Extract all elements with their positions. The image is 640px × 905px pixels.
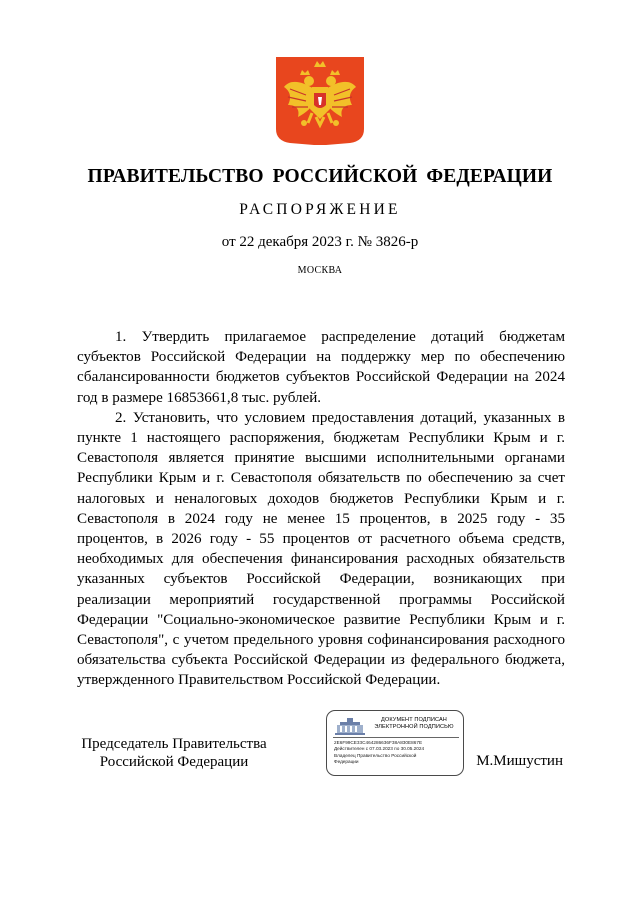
stamp-details: [334, 740, 462, 765]
paragraph-2: 2. Установить, что условием предоставления дотаций, указанных в пункте 1 настоящего распоряжения, бюджетам Республики Крым и г. Севастополя является принятие высшими исполнительными органами Республики Крым и г. Севастополя обязательств по обеспечению за счет налоговых и неналоговых доходов бюджетов Республики Крым и г. Севастополя в 2024 году не менее 15 процентов, в 2025 году - 35 процентов, в 2026 году - 55 процентов от расчетного объема средств, необходимых для обеспечения финансирования расходных обязательств указанных субъектов Российской Федерации, возникающих при реализации мероприятий государственной программы Российской Федерации "Социально-экономическое развитие Республики Крым и г. Севастополя", с учетом предельного уровня софинансирования расходного обязательства субъекта Российской Федерации из федерального бюджета, утвержденного Правительством Российской Федерации.: [77, 409, 565, 689]
signer-title-line-1: Председатель Правительства: [81, 736, 267, 752]
document-type: РАСПОРЯЖЕНИЕ: [239, 201, 401, 218]
stamp-validity: Действителен с 07.03.2023 по 30.05.2024: [334, 746, 425, 752]
stamp-heading-line-1: ДОКУМЕНТ ПОДПИСАН: [381, 717, 447, 723]
document-city: МОСКВА: [297, 265, 343, 276]
government-title: ПРАВИТЕЛЬСТВО РОССИЙСКОЙ ФЕДЕРАЦИИ: [87, 166, 553, 187]
document-date-number: от 22 декабря 2023 г. № 3826-р: [221, 234, 419, 250]
signer-name: М.Мишустин: [476, 753, 563, 769]
stamp-divider: [333, 737, 459, 738]
stamp-owner-line-1: Владелец Правительство Российской: [334, 752, 417, 758]
coat-of-arms-icon: [276, 57, 364, 145]
signer-title: [64, 735, 284, 771]
stamp-owner-line-2: Федерации: [334, 758, 359, 764]
stamp-heading-line-2: ЭЛЕКТРОННОЙ ПОДПИСЬЮ: [374, 724, 454, 730]
stamp-certificate: 2E6F99CE33C464286636F38A830E867E: [334, 740, 423, 745]
stamp-heading: [367, 717, 461, 731]
government-building-icon: [334, 717, 366, 735]
signer-title-line-2: Российской Федерации: [99, 754, 249, 770]
electronic-signature-stamp: [326, 710, 464, 776]
paragraph-1: 1. Утвердить прилагаемое распределение дотаций бюджетам субъектов Российской Федерации на поддержку мер по обеспечению сбалансированности бюджетов субъектов Российской Федерации на 2024 год в размере 16853661,8 тыс. рублей.: [77, 329, 565, 406]
document-body: [77, 327, 565, 691]
